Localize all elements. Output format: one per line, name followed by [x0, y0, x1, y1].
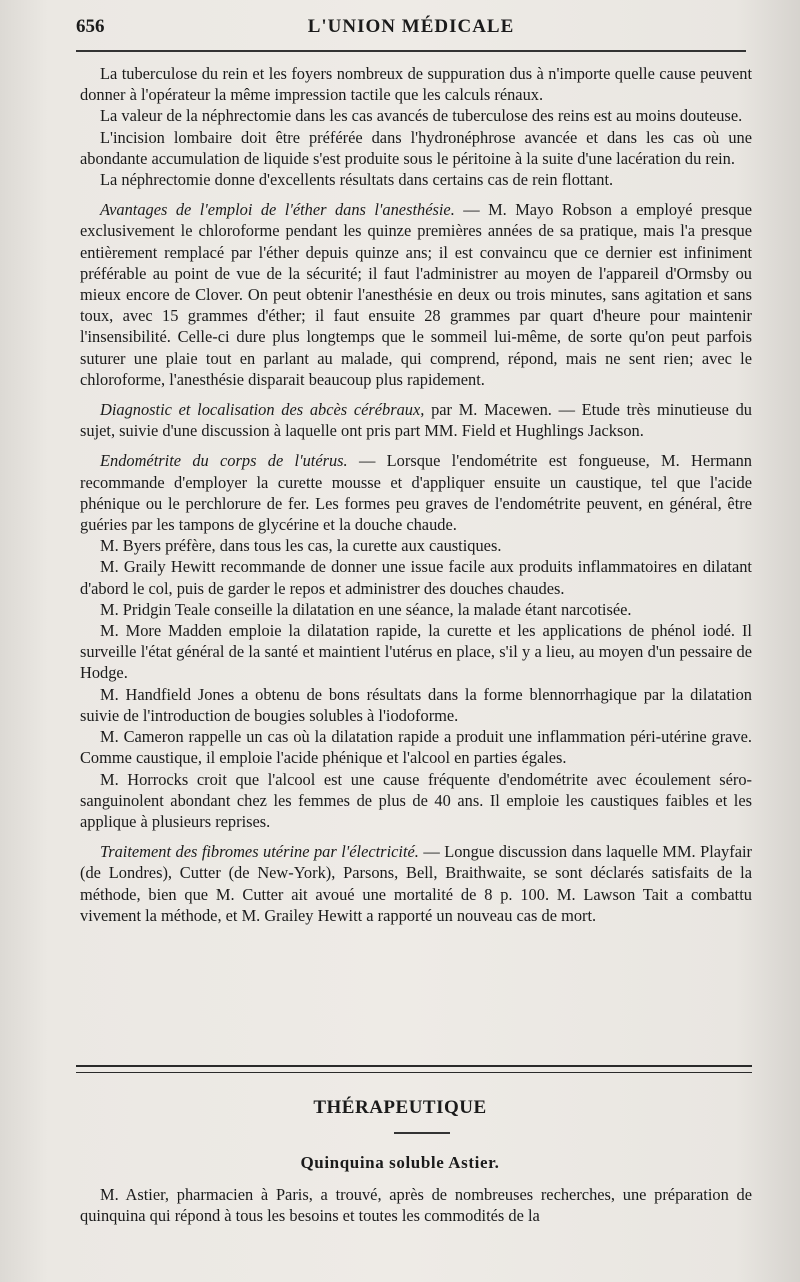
section-paragraph [80, 399, 752, 441]
paragraph-text: M. Graily Hewitt recommande de donner une issue facile aux produits inflammatoires en dilatant d'abord le col, puis de garder le repos et administrer des douches chaudes. [80, 557, 752, 598]
title-rule [394, 1132, 450, 1134]
paragraph-text: M. Byers préfère, dans tous les cas, la curette aux caustiques. [100, 536, 502, 556]
paragraph-heading: Avantages de l'emploi de l'éther dans l'anesthésie. [100, 200, 455, 220]
paragraph [80, 599, 752, 620]
paragraph-heading: Diagnostic et localisation des abcès cérébraux, [100, 400, 425, 420]
paragraph-text: La tuberculose du rein et les foyers nombreux de suppuration dus à n'importe quelle cause peuvent donner à l'opérateur la même impression tactile que les calculs rénaux. [80, 64, 752, 105]
paragraph-text: M. Horrocks croit que l'alcool est une cause fréquente d'endométrite avec écoulement séro-sanguinolent abondant chez les femmes de plus de 40 ans. Il emploie les caustiques faibles et les applique à plusieurs reprises. [80, 769, 752, 831]
paragraph [80, 620, 752, 684]
header-rule [76, 50, 746, 52]
paragraph [80, 105, 752, 126]
paragraph-text: L'incision lombaire doit être préférée dans l'hydronéphrose avancée et dans les cas où une abondante accumulation de liquide s'est produite sous le péritoine à la suite d'une lacération du rein. [80, 127, 752, 168]
paragraph [80, 127, 752, 169]
paragraph-text: — M. Mayo Robson a employé presque exclusivement le chloroforme pendant les quinze premières années de sa pratique, mais l'a presque entièrement remplacé par l'éther depuis quinze ans; il est convaincu que ce dernier est infiniment préférable au point de vue de la sécurité; il faut l'administrer au moyen de l'appareil d'Ormsby ou mieux encore de Clover. On peut obtenir l'anesthésie en deux ou trois minutes, sans agitation et sans toux, avec 15 grammes d'éther; il faut ensuite 28 grammes par quart d'heure pour maintenir l'insensibilité. Celle-ci dure plus longtemps que le sommeil lui-même, de sorte qu'on peut parfois suturer une plaie tout en parlant au malade, qui comprend, répond, mais ne sent rien; avec le chloroforme, l'anesthésie disparait beaucoup plus rapidement. [80, 200, 753, 389]
paragraph [80, 169, 752, 190]
paragraph-heading: Traitement des fibromes utérine par l'électricité. [100, 842, 419, 862]
paragraph-text: M. More Madden emploie la dilatation rapide, la curette et les applications de phénol iodé. Il surveille l'état général de la santé et maintient l'utérus en place, s'il y a lieu, au moyen d'un pessaire de Hodge. [80, 621, 752, 683]
paragraph-text: M. Pridgin Teale conseille la dilatation en une séance, la malade étant narcotisée. [100, 599, 632, 619]
paragraph-text: par M. Macewen. — Etude très minutieuse du sujet, suivie d'une discussion à laquelle ont pris part MM. Field et Hughlings Jackson. [80, 400, 752, 441]
section-divider [76, 1065, 752, 1073]
paragraph-heading: Endométrite du corps de l'utérus. [100, 451, 348, 471]
paragraph-text: — Longue discussion dans laquelle MM. Playfair (de Londres), Cutter (de New-York), Parsons, Bell, Braithwaite, se sont déclarés satisfaits de la méthode, bien que M. Cutter ait avoué une mortalité de 8 p. 100. M. Lawson Tait a combattu vivement la méthode, et M. Grailey Hewitt a rapporté un nouveau cas de mort. [80, 842, 752, 925]
paragraph [80, 726, 752, 768]
paragraph-text: M. Cameron rappelle un cas où la dilatation rapide a produit une inflammation péri-utérine grave. Comme caustique, il emploie l'acide phénique et l'alcool en parties égales. [80, 727, 752, 768]
paragraph [80, 769, 752, 833]
paragraph-text: La néphrectomie donne d'excellents résultats dans certains cas de rein flottant. [100, 170, 614, 190]
section-title: THÉRAPEUTIQUE [313, 1097, 487, 1118]
section-body [80, 1184, 752, 1226]
paragraph-text: M. Handfield Jones a obtenu de bons résultats dans la forme blennorrhagique par la dilatation suivie de l'introduction de bougies solubles à l'iodoforme. [80, 684, 752, 725]
subsection-title: Quinquina soluble Astier. [300, 1153, 500, 1172]
page-header [76, 14, 746, 40]
page-number: 656 [76, 16, 105, 37]
article-body [80, 63, 752, 926]
running-title: L'UNION MÉDICALE [307, 16, 515, 37]
section-paragraph [80, 199, 752, 390]
paragraph [80, 556, 752, 598]
paragraph [80, 535, 752, 556]
section-paragraph [80, 450, 752, 535]
section-paragraph [80, 841, 752, 926]
paragraph [80, 63, 752, 105]
paragraph-text: La valeur de la néphrectomie dans les cas avancés de tuberculose des reins est au moins douteuse. [100, 106, 743, 126]
paragraph [80, 684, 752, 726]
paragraph-text: — Lorsque l'endométrite est fongueuse, M. Hermann recommande d'employer la curette mousse et d'appliquer ensuite un caustique, tel que l'acide phénique ou le perchlorure de fer. Les formes peu graves de l'endométrite peuvent, en général, être guéries par les tampons de glycérine et la douche chaude. [80, 451, 752, 535]
paragraph: M. Astier, pharmacien à Paris, a trouvé, après de nombreuses recherches, une préparation de quinquina qui répond à tous les besoins et toutes les commodités de la [80, 1185, 752, 1226]
